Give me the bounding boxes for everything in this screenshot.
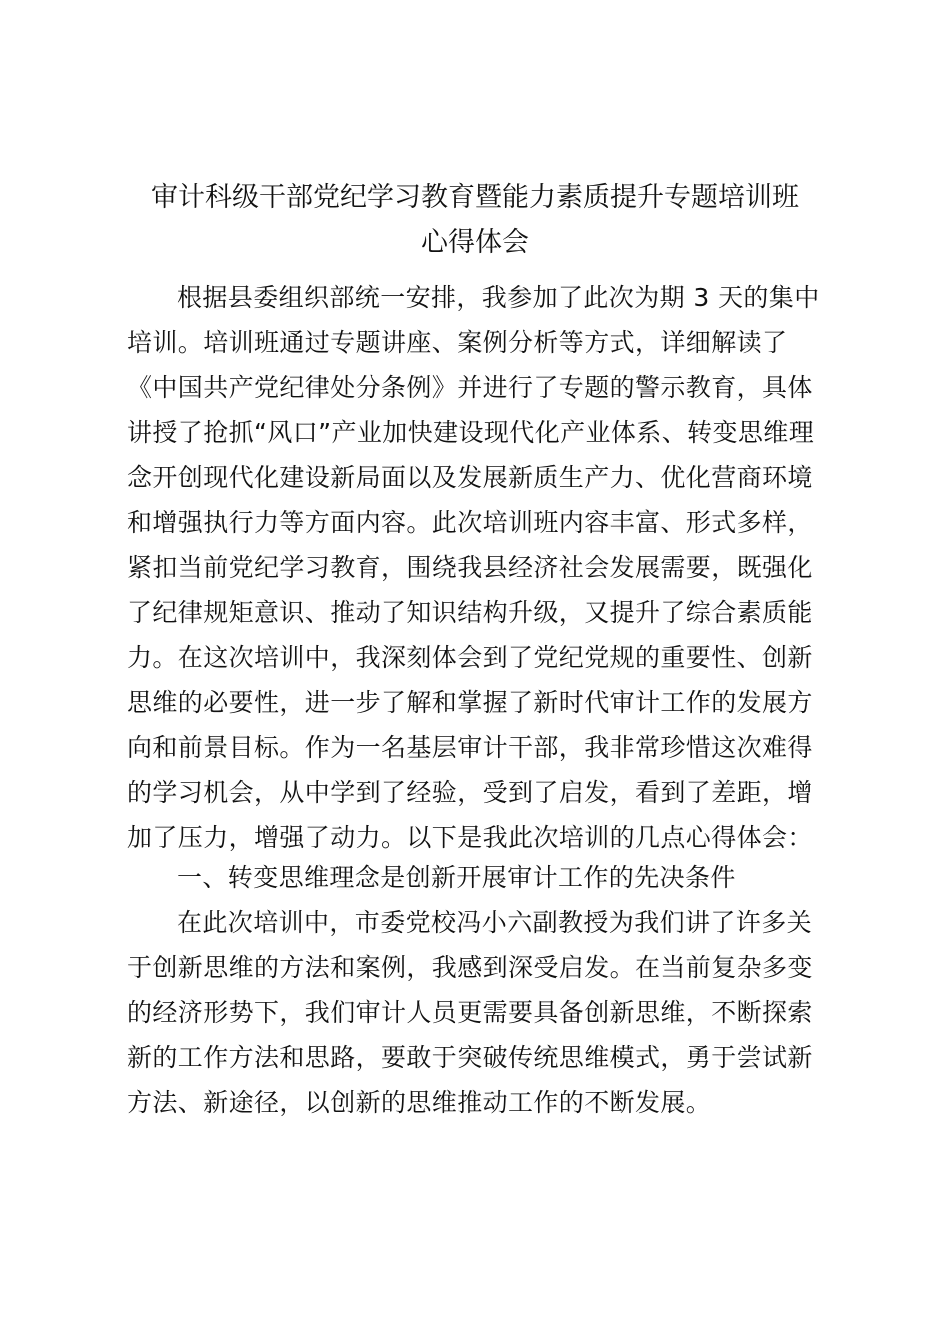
paragraph-1-line: 的学习机会，从中学到了经验，受到了启发，看到了差距，增: [127, 778, 813, 807]
paragraph-1-line: 讲授了抢抓“风口”产业加快建设现代化产业体系、转变思维理: [127, 418, 815, 447]
document-title-line-1: 审计科级干部党纪学习教育暨能力素质提升专题培训班: [151, 182, 799, 213]
paragraph-1-line: 了纪律规矩意识、推动了知识结构升级，又提升了综合素质能: [127, 598, 813, 627]
paragraph-2-line: 在此次培训中，市委党校冯小六副教授为我们讲了许多关: [177, 908, 813, 937]
paragraph-2-line: 方法、新途径，以创新的思维推动工作的不断发展。: [127, 1088, 712, 1117]
paragraph-1-line: 念开创现代化建设新局面以及发展新质生产力、优化营商环境: [127, 463, 813, 492]
paragraph-2-line: 于创新思维的方法和案例，我感到深受启发。在当前复杂多变: [127, 953, 813, 982]
paragraph-1-line: 《中国共产党纪律处分条例》并进行了专题的警示教育，具体: [127, 373, 813, 402]
paragraph-1-line: 根据县委组织部统一安排，我参加了此次为期 3 天的集中: [177, 283, 820, 312]
section-1-heading: 一、转变思维理念是创新开展审计工作的先决条件: [177, 863, 736, 892]
paragraph-1-line: 和增强执行力等方面内容。此次培训班内容丰富、形式多样，: [127, 508, 813, 537]
paragraph-2-line: 的经济形势下，我们审计人员更需要具备创新思维，不断探索: [127, 998, 813, 1027]
paragraph-1-line: 培训。培训班通过专题讲座、案例分析等方式，详细解读了: [127, 328, 788, 357]
paragraph-2-line: 新的工作方法和思路，要敢于突破传统思维模式，勇于尝试新: [127, 1043, 813, 1072]
paragraph-1-line: 思维的必要性，进一步了解和掌握了新时代审计工作的发展方: [127, 688, 813, 717]
document-title-line-2: 心得体会: [421, 227, 529, 258]
paragraph-1-line: 紧扣当前党纪学习教育，围绕我县经济社会发展需要，既强化: [127, 553, 813, 582]
paragraph-1-line: 向和前景目标。作为一名基层审计干部，我非常珍惜这次难得: [127, 733, 813, 762]
paragraph-1-line: 加了压力，增强了动力。以下是我此次培训的几点心得体会：: [127, 823, 813, 852]
paragraph-1-line: 力。在这次培训中，我深刻体会到了党纪党规的重要性、创新: [127, 643, 813, 672]
